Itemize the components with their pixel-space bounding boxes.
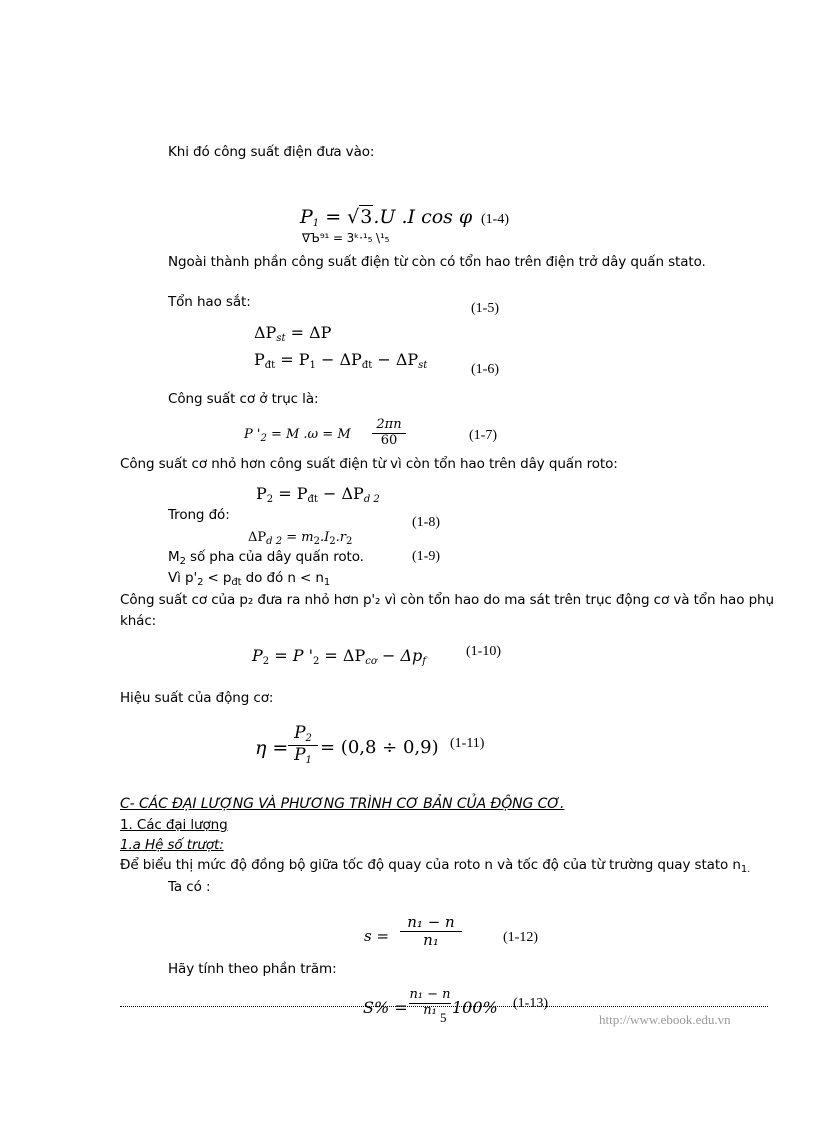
hieu-suat-label: Hiệu suất của động cơ:: [120, 690, 274, 706]
tag-1-12: (1-12): [503, 930, 538, 945]
tag-1-5: (1-5): [471, 301, 499, 316]
eq-1-6-lhs: P: [254, 350, 265, 369]
eq-1-5-lhs-sub: st: [276, 333, 286, 344]
eq-1-11-numerator: P: [294, 723, 306, 743]
eq-1-12-numerator: n₁ − n: [407, 913, 455, 931]
eq-1-6-term-a: = P: [275, 350, 310, 369]
eq-1-8-term-c: .r: [335, 530, 346, 545]
paragraph-dong-bo-sub: 1.: [740, 864, 751, 875]
paragraph-ngoai-thanh-phan: Ngoài thành phần công suất điện từ còn có tổn hao trên điện trở dây quấn stato.: [168, 254, 706, 270]
cong-suat-co-label: Công suất cơ ở trục là:: [168, 391, 319, 407]
eq-1-13-rhs: 100%: [452, 998, 498, 1017]
eq-1-11-denominator-sub: 1: [305, 754, 312, 766]
subsection-1a-heading: 1.a Hệ số trượt:: [120, 837, 224, 853]
eq-1-8-term-a-sub: 2: [313, 536, 320, 547]
m2-symbol: M: [168, 549, 180, 565]
eq-1-4-lhs-sub: 1: [312, 218, 320, 229]
tag-1-7: (1-7): [469, 428, 497, 443]
m2-symbol-sub: 2: [179, 556, 186, 567]
tag-1-6: (1-6): [471, 362, 499, 377]
equation-1-6: [254, 352, 427, 371]
equation-1-4: $P_1 = √3.U$ .I cos φ: [300, 206, 473, 229]
eq-1-8-lhs-sub: d 2: [266, 536, 283, 547]
eq-1-5-lhs: ΔP: [254, 323, 277, 342]
eq-p2-term-b-sub: d 2: [363, 494, 380, 505]
eq-1-12-lhs: s =: [364, 927, 390, 945]
eq-1-7-fraction: [372, 418, 406, 449]
eq-1-7-numerator: 2πn: [376, 417, 402, 432]
eq-1-8-term-a: = m: [282, 530, 314, 545]
eq-1-6-term-a-sub: 1: [309, 360, 316, 371]
eq-1-8-term-b-sub: 2: [329, 536, 336, 547]
eq-p2-term-a: = P: [273, 484, 308, 503]
eq-p2-term-b: − ΔP: [317, 484, 364, 503]
m2-line: [168, 551, 364, 567]
paragraph-cong-suat-co-p2-line2: khác:: [120, 613, 157, 629]
eq-1-4-rhs: .U .I cos φ: [373, 206, 473, 228]
equation-1-5: [254, 325, 331, 344]
eq-1-6-term-c-sub: st: [418, 360, 428, 371]
section-c-heading: C- CÁC ĐẠI LƯỢNG VÀ PHƯƠNG TRÌNH CƠ BẢN CỦA ĐỘNG CƠ.: [120, 796, 565, 812]
page-number: 5: [440, 1010, 447, 1025]
intro-text: Khi đó công suất điện đưa vào:: [168, 144, 375, 160]
equation-p2: [256, 486, 380, 505]
eq-1-10-term-a: P: [252, 646, 263, 665]
eq-1-8-term-b: .I: [319, 530, 330, 545]
eq-1-13-denominator: n₁: [423, 1002, 437, 1018]
eq-1-8-term-c-sub: 2: [345, 536, 353, 547]
paragraph-cong-suat-co-nho-hon: Công suất cơ nhỏ hơn công suất điện từ vì còn tổn hao trên dây quấn roto:: [120, 456, 618, 472]
eq-1-11-denominator: P: [294, 744, 306, 765]
eq-1-8-lhs: ΔP: [248, 530, 267, 545]
eq-1-6-term-b: − ΔP: [315, 350, 362, 369]
eq-1-12-fraction: [400, 914, 462, 950]
trong-do-label: Trong đó:: [168, 507, 230, 523]
eq-1-7-lhs: P ': [244, 427, 261, 442]
tag-1-13: (1-13): [513, 996, 548, 1011]
hay-tinh-label: Hãy tính theo phần trăm:: [168, 961, 337, 977]
vi-line-c-sub: 1: [323, 577, 331, 588]
vi-line-a-sub: 2: [197, 577, 204, 588]
eq-1-4-sqrt-value: 3: [360, 206, 373, 228]
paragraph-dong-bo: [120, 859, 750, 875]
eq-p2-term-a-sub: đt: [307, 494, 318, 505]
eq-1-11-numerator-sub: 2: [305, 733, 312, 744]
footer-rule: [120, 1006, 768, 1007]
eq-1-10-term-c: = ΔP: [319, 646, 366, 665]
eq-1-10-term-d-sub: f: [422, 656, 426, 667]
vi-line: [168, 572, 330, 588]
eq-p2-lhs-sub: 2: [266, 494, 274, 505]
eq-1-13-lhs: S% =: [363, 998, 408, 1017]
eq-1-10-term-c-sub: cơ: [365, 656, 377, 667]
tag-1-8: (1-8): [412, 515, 440, 530]
vi-line-a: Vì p': [168, 570, 198, 586]
footer-url-link[interactable]: http://www.ebook.edu.vn: [599, 1012, 731, 1027]
tag-1-11: (1-11): [450, 736, 485, 751]
ton-hao-sat-label: Tổn hao sắt:: [168, 294, 251, 310]
tag-1-9: (1-9): [412, 549, 440, 564]
tag-1-10: (1-10): [466, 644, 501, 659]
eq-1-7-denominator: 60: [380, 432, 398, 448]
equation-1-7: [244, 428, 351, 444]
eq-1-10-term-a-sub: 2: [262, 656, 270, 667]
equation-1-8: [248, 531, 352, 547]
eq-1-7-lhs-sub: 2: [260, 433, 267, 444]
eq-1-6-term-b-sub: đt: [361, 360, 373, 371]
vi-line-b: < p: [203, 570, 232, 586]
eq-1-6-term-c: − ΔP: [372, 350, 419, 369]
eq-1-13-numerator: n₁ − n: [409, 987, 451, 1002]
eq-1-7-mid: = M .ω = M: [266, 427, 351, 442]
equation-1-4-artifact: ∇Ъ⁹¹ = 3ᵏ·¹₅ \¹₅: [302, 231, 390, 245]
eq-1-11-rhs: = (0,8 ÷ 0,9): [320, 737, 439, 758]
subsection-1-heading: 1. Các đại lượng: [120, 817, 228, 833]
eq-1-10-term-d: − Δp: [376, 646, 423, 665]
m2-description: số pha của dây quấn roto.: [185, 549, 364, 565]
eq-1-4-lhs: P: [300, 206, 313, 228]
vi-line-b-sub: đt: [231, 577, 242, 588]
vi-line-c: do đó n < n: [241, 570, 324, 586]
eq-p2-lhs: P: [256, 484, 267, 503]
eq-1-6-lhs-sub: đt: [264, 360, 276, 371]
paragraph-cong-suat-co-p2-line1: Công suất cơ của p₂ đưa ra nhỏ hơn p'₂ vì còn tổn hao do ma sát trên trục động cơ và tổn hao phụ: [120, 592, 774, 608]
ta-co-label: Ta có :: [168, 879, 211, 895]
eq-1-12-denominator: n₁: [423, 931, 439, 950]
eq-1-10-term-b-sub: 2: [312, 656, 320, 667]
eq-1-11-fraction: [288, 724, 318, 766]
tag-1-4: (1-4): [481, 212, 509, 227]
eq-1-10-term-b: = P ': [269, 646, 313, 665]
equation-1-10: [252, 648, 426, 667]
eq-1-11-lhs: η =: [255, 737, 289, 759]
paragraph-dong-bo-text: Để biểu thị mức độ đồng bộ giữa tốc độ quay của roto n và tốc độ của từ trường quay stato n: [120, 857, 741, 873]
eq-1-5-rhs: = ΔP: [290, 323, 332, 342]
